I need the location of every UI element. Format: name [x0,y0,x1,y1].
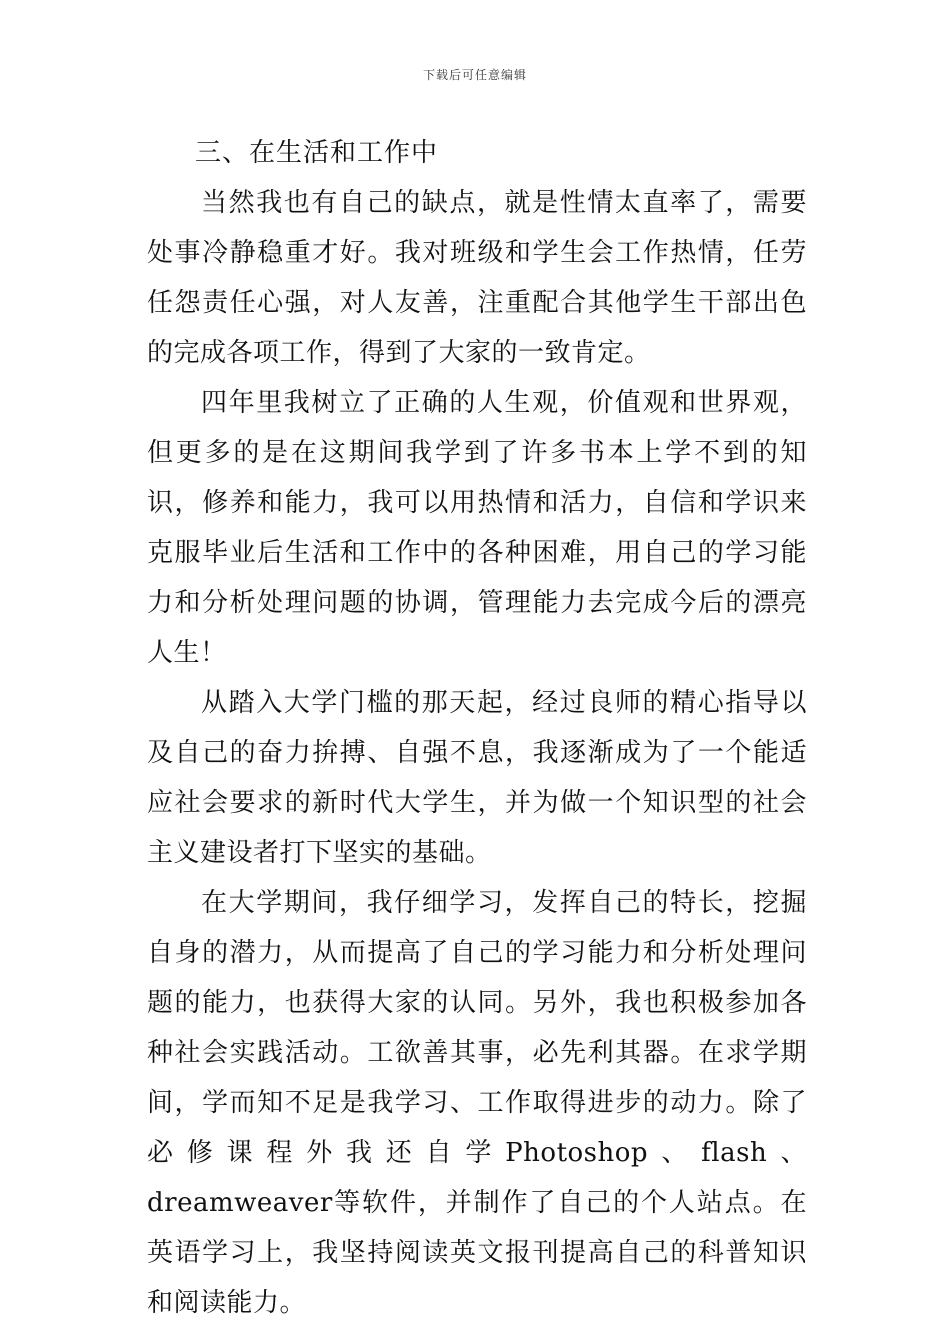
paragraph-2: 四年里我树立了正确的人生观，价值观和世界观，但更多的是在这期间我学到了许多书本上学不到的知识，修养和能力，我可以用热情和活力，自信和学识来克服毕业后生活和工作中的各种困难，用自己的学习能力和分析处理问题的协调，管理能力去完成今后的漂亮人生！ [147,388,807,668]
paragraph-1: 当然我也有自己的缺点，就是性情太直率了，需要处事冷静稳重才好。我对班级和学生会工作热情，任劳任怨责任心强，对人友善，注重配合其他学生干部出色的完成各项工作，得到了大家的一致肯定。 [147,188,807,368]
section-heading: 三、在生活和工作中 [195,138,439,168]
paragraph-4: 在大学期间，我仔细学习，发挥自己的特长，挖掘自身的潜力，从而提高了自己的学习能力和分析处理问题的能力，也获得大家的认同。另外，我也积极参加各种社会实践活动。工欲善其事，必先利其器。在求学期间，学而知不足是我学习、工作取得进步的动力。除了必修课程外我还自学Photoshop、flash、dreamweaver等软件，并制作了自己的个人站点。在英语学习上，我坚持阅读英文报刊提高自己的科普知识和阅读能力。 [147,888,807,1318]
header-note: 下载后可任意编辑 [422,68,527,82]
document-body [147,128,807,1328]
paragraph-3: 从踏入大学门槛的那天起，经过良师的精心指导以及自己的奋力拚搏、自强不息，我逐渐成为了一个能适应社会要求的新时代大学生，并为做一个知识型的社会主义建设者打下坚实的基础。 [147,688,807,868]
